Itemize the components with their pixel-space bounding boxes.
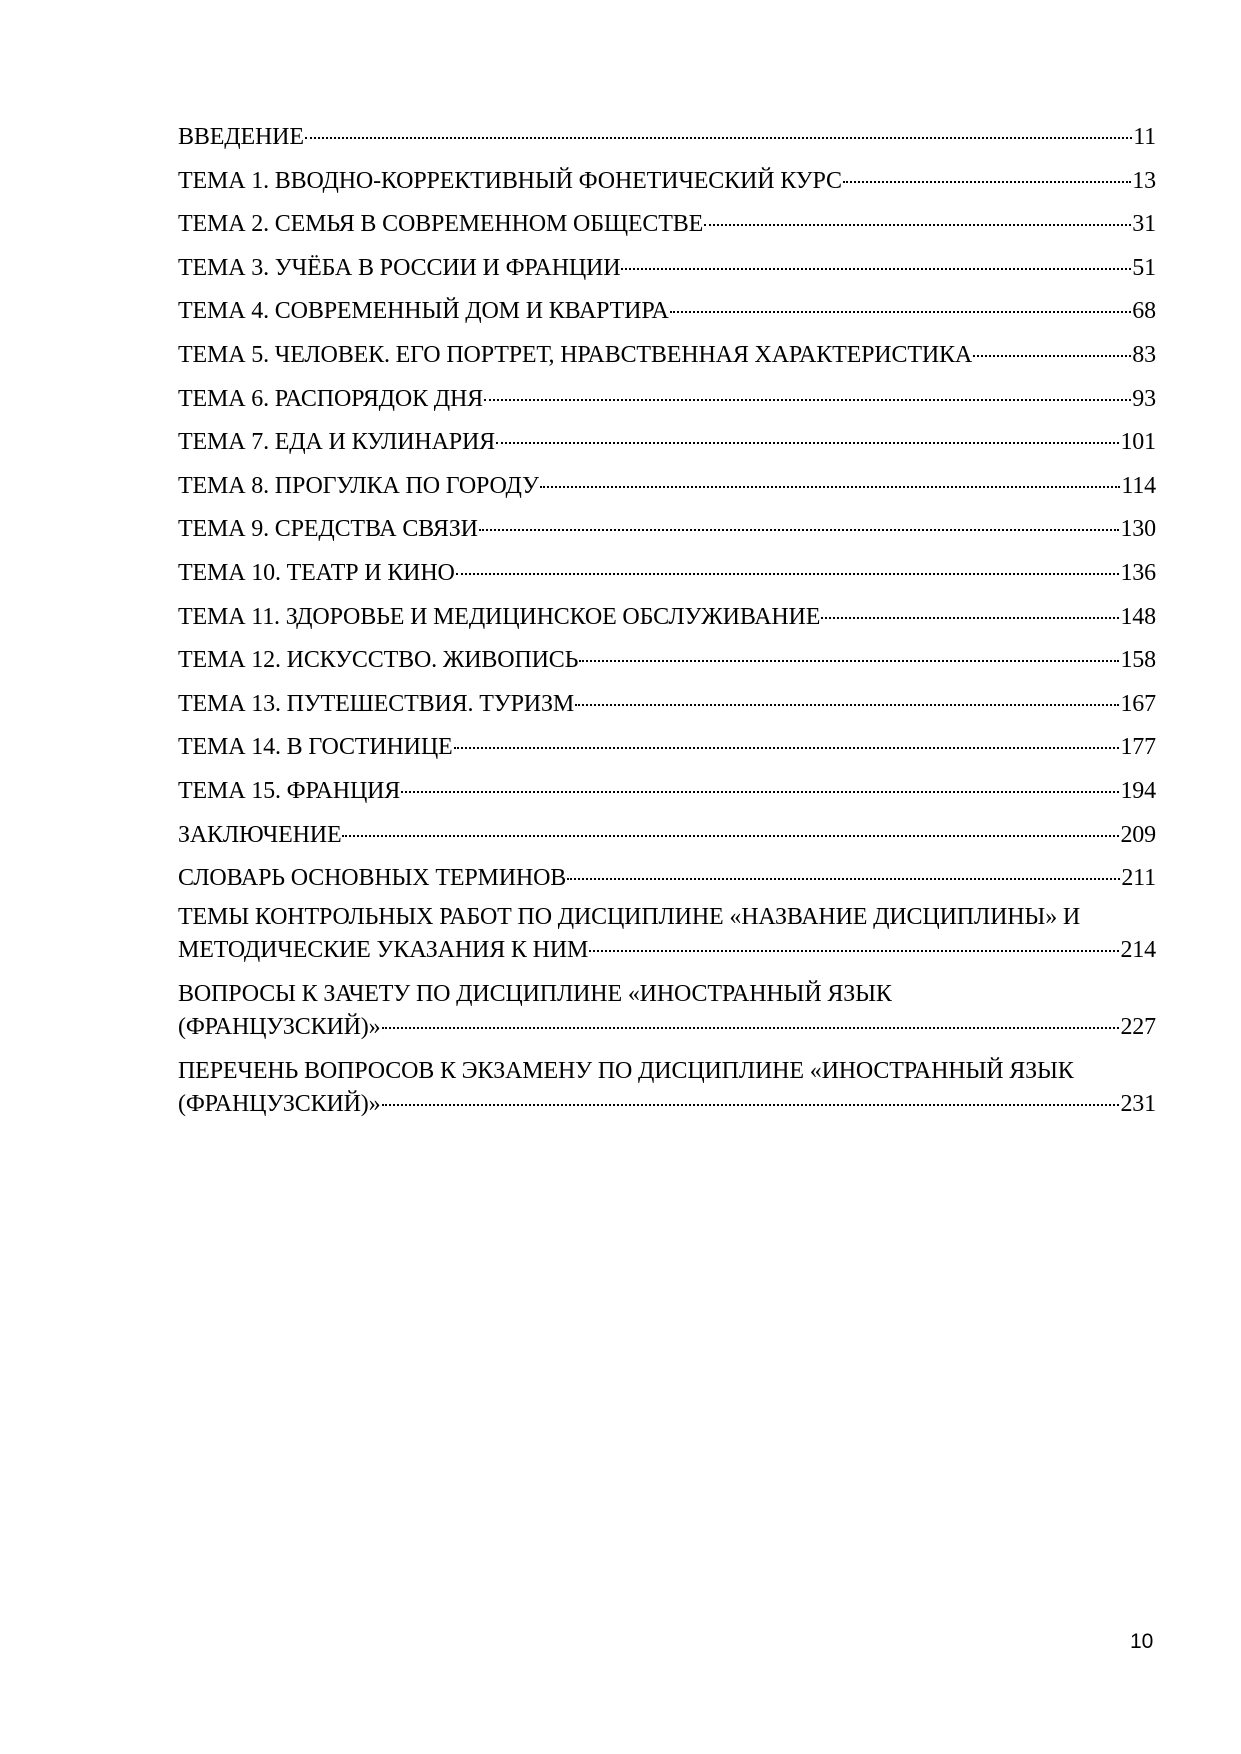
toc-dot-leader: [454, 747, 1120, 749]
toc-entry-page: 136: [1120, 559, 1156, 586]
toc-entry-credit-questions[interactable]: [178, 978, 1156, 1045]
page-number: 10: [1130, 1630, 1154, 1653]
toc-entry-title: ТЕМА 4. СОВРЕМЕННЫЙ ДОМ И КВАРТИРА: [178, 298, 669, 325]
toc-entry-exam-questions[interactable]: [178, 1055, 1156, 1122]
toc-entry-title: ТЕМА 1. ВВОДНО-КОРРЕКТИВНЫЙ ФОНЕТИЧЕСКИЙ КУРС: [178, 167, 842, 194]
toc-entry-title-line1: ТЕМЫ КОНТРОЛЬНЫХ РАБОТ ПО ДИСЦИПЛИНЕ «НАЗВАНИЕ ДИСЦИПЛИНЫ» И: [178, 903, 1081, 930]
toc-entry-page: 227: [1120, 1014, 1156, 1041]
toc-entry-topic-12[interactable]: [178, 639, 1156, 683]
toc-entry-title: ТЕМА 7. ЕДА И КУЛИНАРИЯ: [178, 429, 496, 456]
toc-entry-topic-1[interactable]: [178, 160, 1156, 204]
toc-entry-page: 68: [1132, 298, 1156, 325]
toc-entry-page: 231: [1120, 1091, 1156, 1118]
toc-entry-topic-3[interactable]: [178, 247, 1156, 291]
toc-entry-page: 209: [1120, 821, 1156, 848]
toc-entry-title: ТЕМА 6. РАСПОРЯДОК ДНЯ: [178, 385, 484, 412]
toc-dot-leader: [589, 950, 1119, 952]
toc-entry-page: 83: [1132, 341, 1156, 368]
toc-entry-page: 130: [1120, 516, 1156, 543]
toc-entry-topic-7[interactable]: [178, 421, 1156, 465]
toc-entry-page: 194: [1120, 777, 1156, 804]
toc-dot-leader: [821, 617, 1119, 619]
toc-entry-page: 148: [1120, 603, 1156, 630]
toc-dot-leader: [579, 660, 1119, 662]
toc-entry-topic-5[interactable]: [178, 334, 1156, 378]
toc-entry-title-line2: МЕТОДИЧЕСКИЕ УКАЗАНИЯ К НИМ: [178, 937, 589, 964]
toc-entry-topic-9[interactable]: [178, 508, 1156, 552]
toc-entry-page: 31: [1132, 211, 1156, 238]
toc-entry-title: ТЕМА 10. ТЕАТР И КИНО: [178, 559, 455, 586]
toc-entry-page: 101: [1120, 429, 1156, 456]
toc-dot-leader: [382, 1027, 1120, 1029]
toc-entry-title-line1: ВОПРОСЫ К ЗАЧЕТУ ПО ДИСЦИПЛИНЕ «ИНОСТРАННЫЙ ЯЗЫК: [178, 980, 892, 1007]
toc-entry-page: 158: [1120, 647, 1156, 674]
toc-entry-title: ТЕМА 12. ИСКУССТВО. ЖИВОПИСЬ: [178, 647, 579, 674]
toc-entry-page: 13: [1132, 167, 1156, 194]
toc-entry-page: 51: [1132, 254, 1156, 281]
toc-dot-leader: [704, 224, 1131, 226]
toc-entry-topic-4[interactable]: [178, 290, 1156, 334]
toc-entry-page: 211: [1121, 865, 1156, 892]
toc-entry-title: ТЕМА 5. ЧЕЛОВЕК. ЕГО ПОРТРЕТ, НРАВСТВЕННАЯ ХАРАКТЕРИСТИКА: [178, 341, 973, 368]
toc-entry-title: ТЕМА 8. ПРОГУЛКА ПО ГОРОДУ: [178, 472, 539, 499]
toc-dot-leader: [305, 137, 1132, 139]
toc-entry-page: 93: [1132, 385, 1156, 412]
toc-dot-leader: [670, 311, 1132, 313]
toc-entry-title: СЛОВАРЬ ОСНОВНЫХ ТЕРМИНОВ: [178, 865, 567, 892]
toc-entry-topic-8[interactable]: [178, 465, 1156, 509]
toc-entry-page: 167: [1120, 690, 1156, 717]
toc-entry-title-line2: (ФРАНЦУЗСКИЙ)»: [178, 1091, 381, 1118]
toc-entry-topic-2[interactable]: [178, 203, 1156, 247]
toc-entry-page: 114: [1121, 472, 1156, 499]
toc-dot-leader: [575, 704, 1119, 706]
toc-dot-leader: [342, 835, 1119, 837]
toc-entry-title: ЗАКЛЮЧЕНИЕ: [178, 821, 342, 848]
toc-entry-title: ТЕМА 9. СРЕДСТВА СВЯЗИ: [178, 516, 478, 543]
toc-entry-page: 177: [1120, 734, 1156, 761]
toc-entry-title-line2: (ФРАНЦУЗСКИЙ)»: [178, 1014, 381, 1041]
toc-entry-title: ТЕМА 11. ЗДОРОВЬЕ И МЕДИЦИНСКОЕ ОБСЛУЖИВАНИЕ: [178, 603, 821, 630]
toc-entry-title: ТЕМА 2. СЕМЬЯ В СОВРЕМЕННОМ ОБЩЕСТВЕ: [178, 211, 704, 238]
toc-entry-test-topics[interactable]: [178, 901, 1156, 968]
toc-dot-leader: [973, 355, 1131, 357]
toc-entry-title: ТЕМА 3. УЧЁБА В РОССИИ И ФРАНЦИИ: [178, 254, 621, 281]
toc-dot-leader: [401, 791, 1119, 793]
toc-dot-leader: [484, 399, 1131, 401]
toc-dot-leader: [479, 529, 1120, 531]
toc-dot-leader: [496, 442, 1119, 444]
table-of-contents: [178, 116, 1156, 1132]
toc-entry-topic-11[interactable]: [178, 596, 1156, 640]
toc-entry-title: ТЕМА 14. В ГОСТИНИЦЕ: [178, 734, 453, 761]
toc-entry-topic-13[interactable]: [178, 683, 1156, 727]
toc-entry-page: 11: [1133, 124, 1156, 150]
toc-entry-conclusion[interactable]: [178, 814, 1156, 858]
toc-entry-title: ТЕМА 13. ПУТЕШЕСТВИЯ. ТУРИЗМ: [178, 690, 575, 717]
toc-dot-leader: [382, 1104, 1120, 1106]
toc-entry-introduction[interactable]: [178, 116, 1156, 160]
toc-entry-title: ВВЕДЕНИЕ: [178, 124, 304, 150]
toc-dot-leader: [456, 573, 1120, 575]
toc-entry-topic-14[interactable]: [178, 726, 1156, 770]
toc-entry-title: ТЕМА 15. ФРАНЦИЯ: [178, 777, 401, 804]
toc-entry-glossary[interactable]: [178, 857, 1156, 901]
toc-dot-leader: [843, 181, 1131, 183]
toc-entry-title-line1: ПЕРЕЧЕНЬ ВОПРОСОВ К ЭКЗАМЕНУ ПО ДИСЦИПЛИНЕ «ИНОСТРАННЫЙ ЯЗЫК: [178, 1057, 1074, 1084]
toc-entry-topic-15[interactable]: [178, 770, 1156, 814]
toc-dot-leader: [621, 268, 1131, 270]
toc-dot-leader: [540, 486, 1120, 488]
toc-entry-page: 214: [1120, 937, 1156, 964]
toc-dot-leader: [567, 878, 1120, 880]
toc-entry-topic-10[interactable]: [178, 552, 1156, 596]
toc-entry-topic-6[interactable]: [178, 378, 1156, 422]
